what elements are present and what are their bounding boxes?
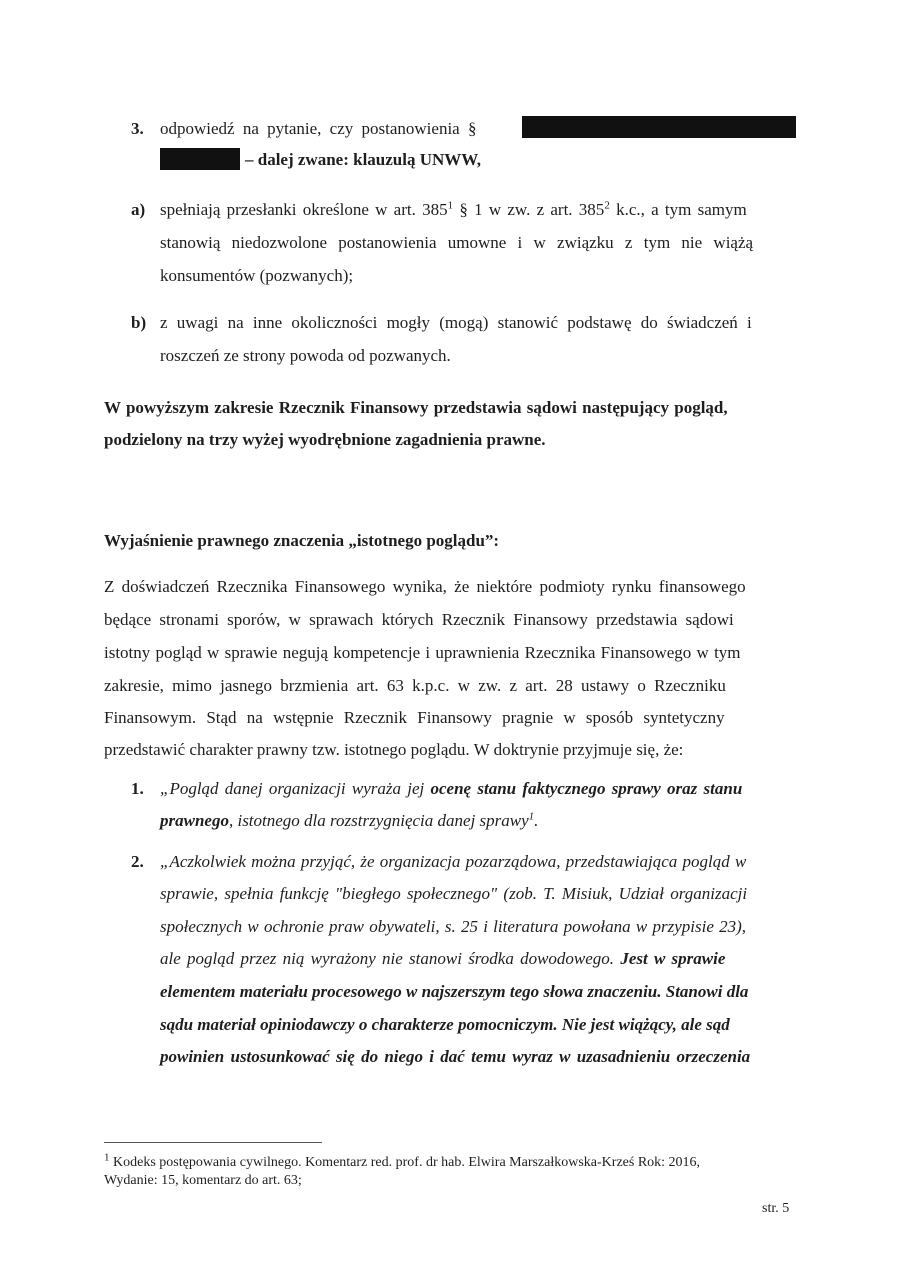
redaction-block — [160, 148, 240, 170]
item-b-letter: b) — [131, 313, 147, 332]
bold-paragraph-line-1: W powyższym zakresie Rzecznik Finansowy przedstawia sądowi następujący pogląd, — [104, 398, 728, 417]
item-b-line-1: z uwagi na inne okoliczności mogły (mogą) stanowić podstawę do świadczeń i — [160, 313, 752, 332]
paragraph-line-5: Finansowym. Stąd na wstępnie Rzecznik Finansowy pragnie w sposób syntetyczny — [104, 708, 725, 727]
quote-2-number: 2. — [131, 852, 144, 871]
footnote-line-1: $^1$ Kodeks postępowania cywilnego. Komentarz red. prof. dr hab. Elwira Marszałkowska-Krześ Rok: 2016, — [104, 1151, 701, 1170]
paragraph-line-3: istotny pogląd w sprawie negują kompetencje i uprawnienia Rzecznika Finansowego w tym — [104, 643, 741, 662]
paragraph-line-1: Z doświadczeń Rzecznika Finansowego wynika, że niektóre podmioty rynku finansowego — [104, 577, 746, 596]
quote-2-line-2: sprawie, spełnia funkcję "biegłego społecznego" (zob. T. Misiuk, Udział organizacji — [160, 884, 748, 903]
quote-1-number: 1. — [131, 779, 144, 798]
quote-1-line-1: „Pogląd danej organizacji wyraża jej ocenę stanu faktycznego sprawy oraz stanu — [160, 779, 743, 798]
quote-2-line-1: „Aczkolwiek można przyjąć, że organizacja pozarządowa, przedstawiająca pogląd w — [160, 852, 747, 871]
item-b-line-2: roszczeń ze strony powoda od pozwanych. — [160, 346, 451, 365]
footnote-line-2: Wydanie: 15, komentarz do art. 63; — [104, 1173, 302, 1188]
quote-2-line-4: ale pogląd przez nią wyrażony nie stanowi środka dowodowego. Jest w sprawie — [160, 949, 726, 968]
redaction-block — [522, 116, 796, 138]
bold-paragraph-line-2: podzielony na trzy wyżej wyodrębnione zagadnienia prawne. — [104, 430, 546, 449]
paragraph-line-4: zakresie, mimo jasnego brzmienia art. 63 k.p.c. w zw. z art. 28 ustawy o Rzeczniku — [104, 676, 726, 695]
item-a-line-1: spełniają przesłanki określone w art. $385^1$ § 1 w zw. z art. $385^2$ k.c., a tym samym — [160, 199, 747, 219]
page-number: str. 5 — [762, 1201, 790, 1216]
footnote-separator — [104, 1142, 322, 1143]
item-a-line-3: konsumentów (pozwanych); — [160, 266, 354, 285]
quote-2-line-5: elementem materiału procesowego w najszerszym tego słowa znaczeniu. Stanowi dla — [160, 982, 749, 1001]
item-a-letter: a) — [131, 200, 146, 219]
item-3-line-2: – dalej zwane: klauzulą UNWW, — [245, 150, 481, 169]
item-a-line-2: stanowią niedozwolone postanowienia umowne i w związku z tym nie wiążą — [160, 233, 754, 252]
paragraph-line-2: będące stronami sporów, w sprawach których Rzecznik Finansowy przedstawia sądowi — [104, 610, 734, 629]
quote-2-line-6: sądu materiał opiniodawczy o charakterze pomocniczym. Nie jest wiążący, ale sąd — [160, 1015, 730, 1034]
quote-2-line-3: społecznych w ochronie praw obywateli, s. 25 i literatura powołana w przypisie 23), — [160, 917, 747, 936]
section-heading: Wyjaśnienie prawnego znaczenia „istotnego poglądu”: — [104, 531, 500, 550]
paragraph-line-6: przedstawić charakter prawny tzw. istotnego poglądu. W doktrynie przyjmuje się, że: — [104, 740, 684, 759]
quote-1-line-2: prawnego, istotnego dla rozstrzygnięcia danej sprawy$^1$. — [160, 810, 539, 830]
quote-2-line-7: powinien ustosunkować się do niego i dać temu wyraz w uzasadnieniu orzeczenia — [160, 1047, 751, 1066]
item-3-line-1: odpowiedź na pytanie, czy postanowienia § — [160, 119, 477, 138]
item-3-number: 3. — [131, 119, 144, 138]
